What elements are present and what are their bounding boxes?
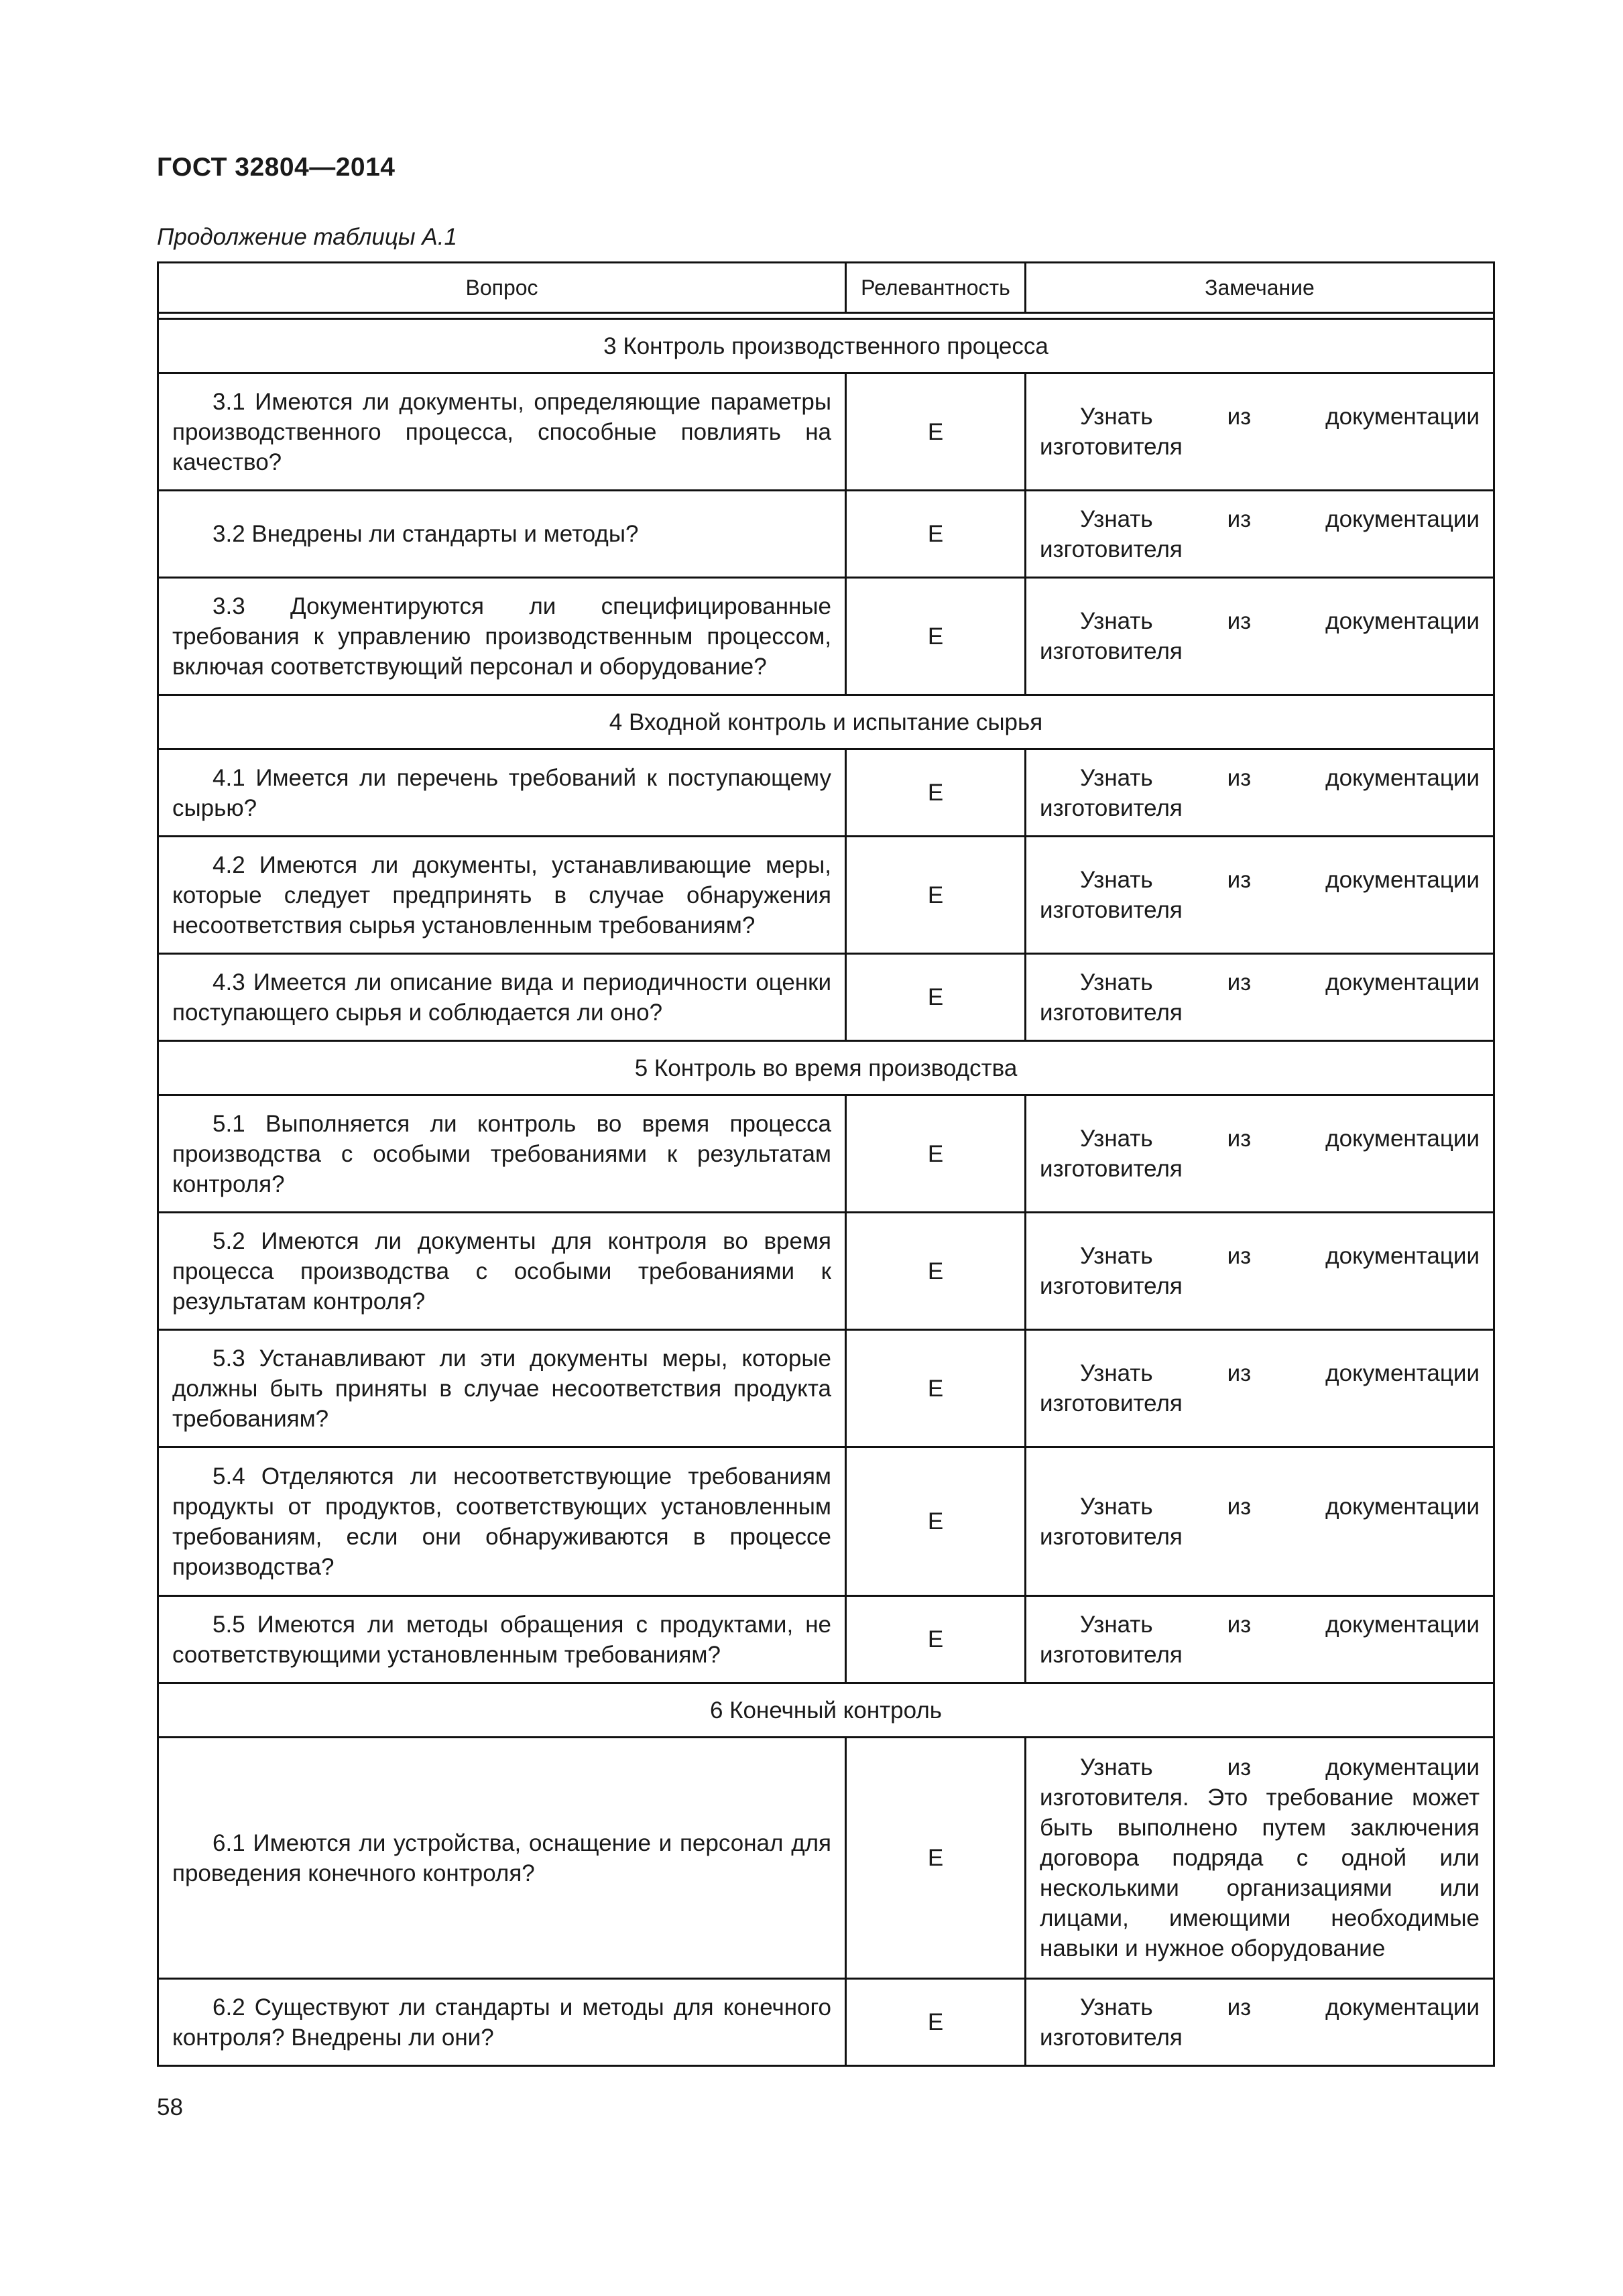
remark-text: Узнать из документации изготовителя <box>1040 505 1480 562</box>
table-row <box>158 837 1494 954</box>
relevance-cell: Е <box>846 1596 1026 1683</box>
table-row <box>158 1447 1494 1596</box>
remark-text: Узнать из документации изготовителя <box>1040 969 1480 1026</box>
question-cell <box>158 491 846 578</box>
remark-text: Узнать из документации изготовителя <box>1040 1243 1480 1299</box>
question-cell <box>158 837 846 954</box>
relevance-cell: Е <box>846 1330 1026 1447</box>
section-heading: 3 Контроль производственного процесса <box>158 319 1494 373</box>
remark-cell <box>1026 1596 1494 1683</box>
question-cell <box>158 1738 846 1979</box>
relevance-cell: Е <box>846 1979 1026 2066</box>
question-text: 4.2 Имеются ли документы, устанавливающие меры, которые следует предпринять в случае обнаружения несоответствия сырья установленным требованиям? <box>172 851 831 939</box>
remark-cell <box>1026 954 1494 1041</box>
table-row <box>158 578 1494 695</box>
remark-text: Узнать из документации изготовителя <box>1040 764 1480 821</box>
checklist-table <box>157 261 1495 2067</box>
question-cell <box>158 1979 846 2066</box>
table-row <box>158 491 1494 578</box>
remark-cell <box>1026 1979 1494 2066</box>
remark-cell <box>1026 1447 1494 1596</box>
relevance-cell: Е <box>846 837 1026 954</box>
relevance-cell: Е <box>846 1447 1026 1596</box>
question-text: 5.1 Выполняется ли контроль во время процесса производства с особыми требованиями к результатам контроля? <box>172 1110 831 1197</box>
question-text: 6.1 Имеются ли устройства, оснащение и персонал для проведения конечного контроля? <box>172 1829 831 1886</box>
remark-text: Узнать из документации изготовителя <box>1040 867 1480 923</box>
question-cell <box>158 1213 846 1330</box>
question-text: 5.2 Имеются ли документы для контроля во время процесса производства с особыми требованиями к результатам контроля? <box>172 1227 831 1315</box>
table-caption: Продолжение таблицы А.1 <box>157 224 457 250</box>
section-row <box>158 695 1494 749</box>
remark-cell <box>1026 749 1494 837</box>
remark-cell <box>1026 837 1494 954</box>
question-cell <box>158 1596 846 1683</box>
table-row <box>158 1213 1494 1330</box>
remark-text: Узнать из документации изготовителя. Это требование может быть выполнено путем заключения договора подряда с одной или несколькими организациями или лицами, имеющими необходимые навыки и нужное оборудование <box>1040 1754 1480 1961</box>
relevance-cell: Е <box>846 491 1026 578</box>
remark-text: Узнать из документации изготовителя <box>1040 1493 1480 1550</box>
remark-cell <box>1026 1738 1494 1979</box>
table-row <box>158 749 1494 837</box>
section-row <box>158 1683 1494 1738</box>
section-row <box>158 1041 1494 1095</box>
section-heading: 6 Конечный контроль <box>158 1683 1494 1738</box>
question-text: 5.5 Имеются ли методы обращения с продуктами, не соответствующими установленным требованиям? <box>172 1611 831 1668</box>
section-heading: 4 Входной контроль и испытание сырья <box>158 695 1494 749</box>
remark-cell <box>1026 1213 1494 1330</box>
section-row <box>158 319 1494 373</box>
question-cell <box>158 1330 846 1447</box>
table-row <box>158 1738 1494 1979</box>
table-body <box>158 319 1494 2066</box>
remark-text: Узнать из документации изготовителя <box>1040 608 1480 664</box>
remark-text: Узнать из документации изготовителя <box>1040 1126 1480 1182</box>
relevance-cell: Е <box>846 1738 1026 1979</box>
table-row <box>158 1095 1494 1213</box>
question-text: 3.2 Внедрены ли стандарты и методы? <box>213 521 639 547</box>
question-text: 6.2 Существуют ли стандарты и методы для конечного контроля? Внедрены ли они? <box>172 1994 831 2051</box>
relevance-cell: Е <box>846 749 1026 837</box>
table-row <box>158 1979 1494 2066</box>
question-cell <box>158 954 846 1041</box>
table-header-row <box>158 263 1494 313</box>
table-row <box>158 954 1494 1041</box>
relevance-cell: Е <box>846 1095 1026 1213</box>
question-text: 5.3 Устанавливают ли эти документы меры, которые должны быть приняты в случае несоответствия продукта требованиям? <box>172 1345 831 1432</box>
column-header-question: Вопрос <box>158 263 846 313</box>
question-text: 5.4 Отделяются ли несоответствующие требованиям продукты от продуктов, соответствующих установленным требованиям, если они обнаруживаются в процессе производства? <box>172 1463 831 1580</box>
question-cell <box>158 749 846 837</box>
relevance-cell: Е <box>846 373 1026 491</box>
question-cell <box>158 578 846 695</box>
question-cell <box>158 1095 846 1213</box>
table-row <box>158 1330 1494 1447</box>
column-header-relevance: Релевантность <box>846 263 1026 313</box>
relevance-cell: Е <box>846 578 1026 695</box>
question-text: 4.1 Имеется ли перечень требований к поступающему сырью? <box>172 764 831 821</box>
relevance-cell: Е <box>846 954 1026 1041</box>
question-cell <box>158 373 846 491</box>
remark-text: Узнать из документации изготовителя <box>1040 404 1480 460</box>
remark-text: Узнать из документации изготовителя <box>1040 1994 1480 2051</box>
header-double-rule <box>158 313 1494 319</box>
remark-cell <box>1026 578 1494 695</box>
document-code: ГОСТ 32804—2014 <box>157 153 396 182</box>
question-text: 3.3 Документируются ли специфицированные требования к управлению производственным процессом, включая соответствующий персонал и оборудование? <box>172 593 831 680</box>
remark-text: Узнать из документации изготовителя <box>1040 1611 1480 1668</box>
section-heading: 5 Контроль во время производства <box>158 1041 1494 1095</box>
header-double-rule-cell <box>158 313 1494 319</box>
question-text: 4.3 Имеется ли описание вида и периодичности оценки поступающего сырья и соблюдается ли оно? <box>172 969 831 1026</box>
remark-cell <box>1026 1330 1494 1447</box>
remark-cell <box>1026 373 1494 491</box>
page-number: 58 <box>157 2094 183 2120</box>
table-row <box>158 1596 1494 1683</box>
remark-cell <box>1026 1095 1494 1213</box>
remark-cell <box>1026 491 1494 578</box>
column-header-remark: Замечание <box>1026 263 1494 313</box>
question-cell <box>158 1447 846 1596</box>
table-row <box>158 373 1494 491</box>
relevance-cell: Е <box>846 1213 1026 1330</box>
remark-text: Узнать из документации изготовителя <box>1040 1360 1480 1416</box>
question-text: 3.1 Имеются ли документы, определяющие параметры производственного процесса, способные повлиять на качество? <box>172 388 831 475</box>
